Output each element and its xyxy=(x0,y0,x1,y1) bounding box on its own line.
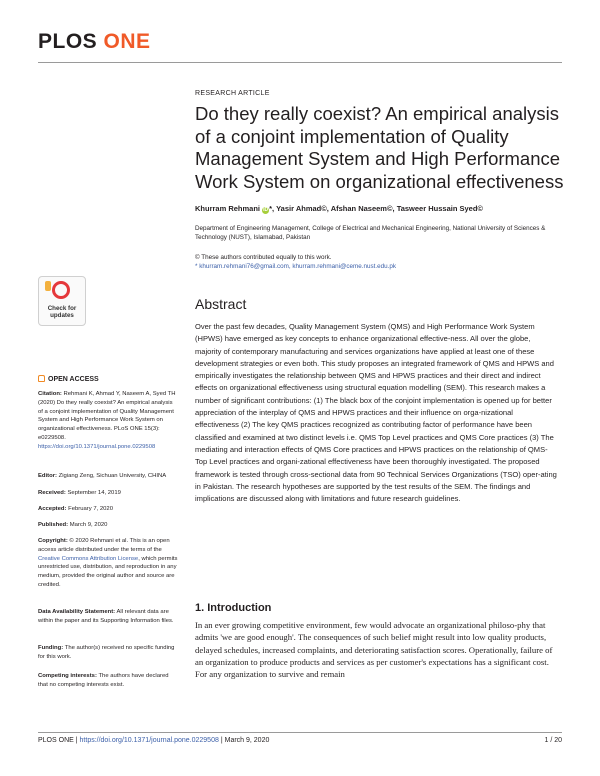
logo-one: ONE xyxy=(103,30,151,53)
citation-text: Rehmani K, Ahmad Y, Naseem A, Syed TH (2020) Do they really coexist? An empirical analysis of a conjoint implementation of Quality Management System and High Performance Work System on organizational effectiveness. PLoS ONE 15(3): e0229508. xyxy=(38,391,176,441)
citation-block xyxy=(38,390,178,452)
author-name[interactable]: Tasweer Hussain Syed xyxy=(396,204,478,213)
footer-date: March 9, 2020 xyxy=(224,737,270,744)
corresponding-emails[interactable]: * khurram.rehmani76@gmail.com, khurram.rehmani@ceme.nust.edu.pk xyxy=(195,263,397,270)
check-updates-label: Check for updates xyxy=(47,305,77,319)
accepted-block xyxy=(38,505,178,514)
journal-logo[interactable] xyxy=(38,30,151,54)
equal-contribution-note: © These authors contributed equally to this work. xyxy=(195,254,332,261)
competing-interests-text: The authors have declared that no competing interests exist. xyxy=(38,673,169,688)
check-for-updates-badge[interactable] xyxy=(38,276,86,326)
citation-doi-link[interactable]: https://doi.org/10.1371/journal.pone.0229508 xyxy=(38,443,156,450)
footer-divider xyxy=(38,732,562,733)
accepted-date: February 7, 2020 xyxy=(68,506,113,512)
abstract-text: Over the past few decades, Quality Management System (QMS) and High Performance Work System (HPWS) have emerged as key concepts to enhance organizational effective-ness. All over the globe, majority of contemporary manufacturing and services organizations have applied at least one of these development strategies or even both. This study proposes an integrated framework of QMS and HPWS and empirically investigates the relationship between QMS and HPWS practices and their direct and indirect effects on organizational effectiveness using structural equation modelling (SEM). This research makes a number of significant contributions: (1) The black box of the conjoint implementation is opened up for better appreciation of the interplay of QMS and HPWS practices and their influence on orga-nizational effectiveness (2) The key QMS practices recognized as contributing factor of performance have been classified and examined at two distinct levels i.e. QMS Top Level practices and QMS Core practices (3) The mediating and interaction effects of QMS Core practices and HPWS practices on the relationship of QMS-Top Level practices and organi-zational effectiveness have been thoroughly investigated. The proposed framework is tested through cross-sectional data from 90 Technical Services Organizations (TSO) oper-ating in Pakistan. The research hypotheses are supported by the test results of the SEM. The findings and implications are discussed along with limitations and future research guidelines. xyxy=(195,322,557,504)
bookmark-icon xyxy=(45,281,51,291)
received-date: September 14, 2019 xyxy=(67,490,121,496)
published-date: March 9, 2020 xyxy=(69,522,108,528)
copyright-text-end: , which permits unrestricted use, distribution, and reproduction in any medium, provided the original author and source are credited. xyxy=(38,555,178,588)
author-marks: © xyxy=(477,204,483,213)
author-marks: *, xyxy=(269,204,275,213)
logo-plos: PLOS xyxy=(38,30,98,53)
introduction-text: In an ever growing competitive environment, few would advocate an organizational philoso-phy that admits 'we are good enough'. The consequences of such belief might result into low quality products, delayed schedules, increased complaints, and deteriorating satisfaction scores. Operationally, failure of an organization to produce products and services as per customer's expectations has a significant cost. For any organization to survive and remain xyxy=(195,620,553,680)
funding-label: Funding: xyxy=(38,645,64,651)
author-marks: ©, xyxy=(386,204,395,213)
copyright-block xyxy=(38,537,178,590)
author-name[interactable]: Khurram Rehmani xyxy=(195,204,261,213)
footer-separator: | xyxy=(75,737,78,744)
open-access-label xyxy=(38,375,99,383)
footer-journal: PLOS ONE xyxy=(38,737,74,744)
footer-doi-link[interactable]: https://doi.org/10.1371/journal.pone.0229508 xyxy=(79,737,219,744)
competing-interests-label: Competing interests: xyxy=(38,673,97,679)
page-number: 1 / 20 xyxy=(544,737,562,744)
received-label: Received: xyxy=(38,490,66,496)
funding-text: The author(s) received no specific funding for this work. xyxy=(38,645,175,660)
article-title: Do they really coexist? An empirical analysis of a conjoint implementation of Quality Management System and High Performance Work System on organizational effectiveness xyxy=(195,103,564,192)
introduction-heading: 1. Introduction xyxy=(195,602,272,614)
accepted-label: Accepted: xyxy=(38,506,67,512)
abstract-heading: Abstract xyxy=(195,296,247,312)
check-updates-icon xyxy=(52,281,70,299)
article-type: RESEARCH ARTICLE xyxy=(195,90,270,97)
published-label: Published: xyxy=(38,522,69,528)
data-availability-label: Data Availability Statement: xyxy=(38,609,116,615)
editor-block xyxy=(38,472,178,481)
data-availability-text: All relevant data are within the paper and its Supporting Information files. xyxy=(38,609,174,624)
license-link[interactable]: Creative Commons Attribution License xyxy=(38,555,139,562)
copyright-label: Copyright: xyxy=(38,538,68,544)
author-name[interactable]: Yasir Ahmad xyxy=(276,204,322,213)
footer-separator: | xyxy=(220,737,223,744)
author-marks: ©, xyxy=(321,204,329,213)
editor-text: Zigiang Zeng, Sichuan University, CHINA xyxy=(58,473,167,479)
published-block xyxy=(38,521,178,530)
competing-interests-block xyxy=(38,672,178,690)
author-name[interactable]: Afshan Naseem xyxy=(330,204,387,213)
data-availability-block xyxy=(38,608,178,626)
copyright-text: © 2020 Rehmani et al. This is an open access article distributed under the terms of the xyxy=(38,538,170,553)
editor-label: Editor: xyxy=(38,473,57,479)
received-block xyxy=(38,489,178,498)
affiliation: Department of Engineering Management, College of Electrical and Mechanical Engineering, National University of Sciences & Technology (NUST), Islamabad, Pakistan xyxy=(195,225,546,241)
open-lock-icon xyxy=(38,375,45,382)
citation-label: Citation: xyxy=(38,391,62,397)
footer xyxy=(38,737,269,744)
author-list xyxy=(195,204,575,214)
orcid-icon[interactable]: iD xyxy=(263,207,269,213)
open-access-text: OPEN ACCESS xyxy=(48,376,99,383)
header-divider xyxy=(38,62,562,63)
funding-block xyxy=(38,644,178,662)
